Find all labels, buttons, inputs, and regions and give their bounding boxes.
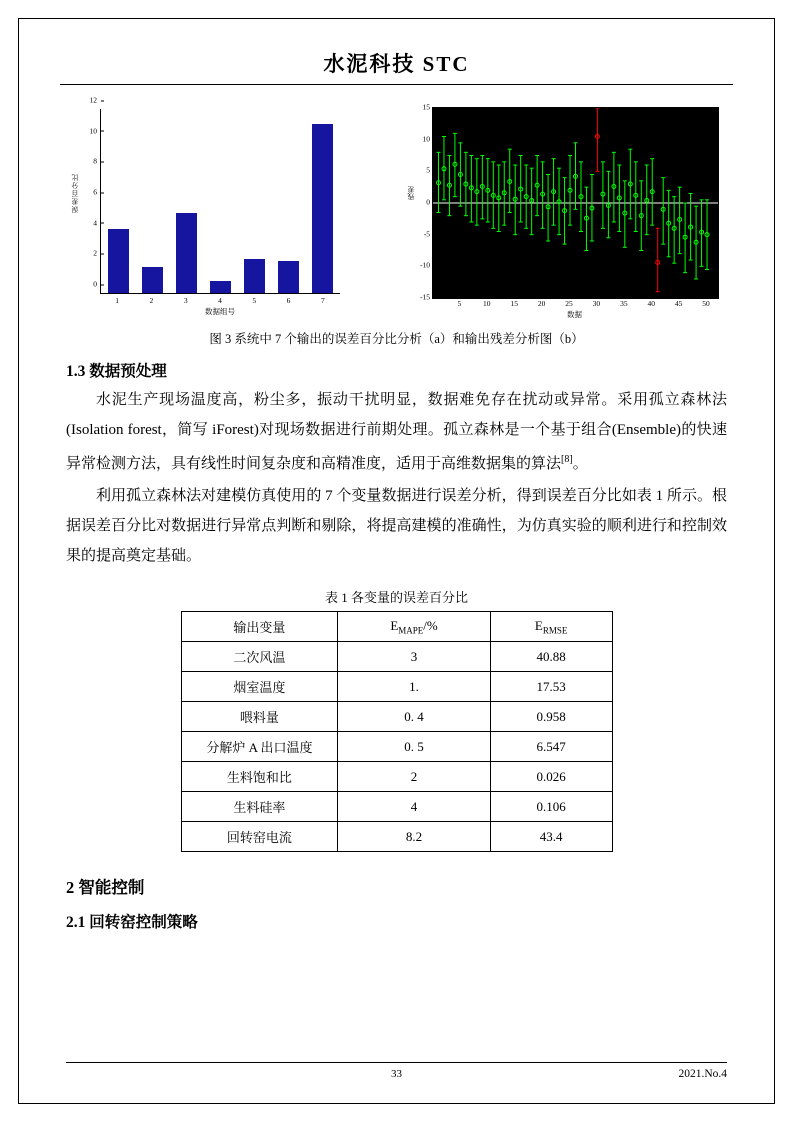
bar-chart-ytick: 6	[93, 188, 101, 197]
bar-chart-bar	[176, 213, 197, 293]
residual-chart-xlabel: 数据	[567, 310, 582, 319]
table-cell-mape: 1.	[338, 672, 490, 702]
table-header-mape-base: E	[390, 617, 399, 633]
bar-chart-bar	[312, 124, 333, 293]
bar-chart-bar-wrap	[101, 109, 135, 293]
table-cell-mape: 0. 5	[338, 732, 490, 762]
table-header-rmse-sub: RMSE	[542, 625, 568, 636]
bar-chart-plot	[89, 95, 340, 294]
page-content	[66, 95, 727, 936]
bar-chart-bar	[210, 281, 231, 293]
table-header-mape-sub: MAPE	[398, 625, 424, 636]
bar-chart-xtick: 1	[115, 296, 119, 305]
table-cell-rmse: 17.53	[490, 672, 612, 702]
table-header-mape-unit: /%	[423, 617, 438, 633]
table-row	[181, 822, 612, 852]
citation-ref-8: [8]	[561, 454, 573, 465]
bar-chart-ytick: 0	[93, 280, 101, 289]
table-row	[181, 642, 612, 672]
table-cell-name: 分解炉 A 出口温度	[181, 732, 338, 762]
table-header-rmse	[490, 612, 612, 642]
residual-chart-xtick: 45	[674, 299, 683, 308]
section-heading-2-1: 2.1 回转窑控制策略	[66, 914, 198, 931]
bar-chart-bars	[101, 109, 340, 293]
bar-chart-ytick: 10	[90, 126, 102, 135]
residual-chart-svg	[433, 108, 718, 298]
table-caption: 表 1 各变量的误差百分比	[324, 590, 468, 605]
table-cell-rmse: 43.4	[490, 822, 612, 852]
paragraph-preprocessing	[66, 385, 727, 479]
table-cell-mape: 2	[338, 762, 490, 792]
residual-chart-xtick: 35	[620, 299, 628, 308]
residual-chart-ytick: 0	[426, 197, 430, 207]
figure-b-residual-analysis	[402, 101, 727, 323]
residual-chart-ytick: 15	[422, 102, 430, 112]
residual-chart-xticks	[432, 299, 717, 309]
bar-chart-xtick: 2	[149, 296, 154, 305]
footer-divider	[66, 1062, 727, 1063]
footer-page-number: 33	[391, 1068, 402, 1080]
table-cell-mape: 0. 4	[338, 702, 490, 732]
table-row	[181, 672, 612, 702]
table-cell-name: 生料硅率	[181, 792, 338, 822]
residual-chart-ytick: -5	[423, 229, 430, 239]
table-cell-rmse: 6.547	[490, 732, 612, 762]
residual-chart-xtick: 20	[537, 299, 546, 308]
bar-chart-xtick: 3	[183, 296, 188, 305]
bar-chart-bar-wrap	[272, 109, 306, 293]
table-cell-name: 烟室温度	[181, 672, 338, 702]
residual-chart-ytick: -10	[420, 260, 430, 270]
residual-chart-xtick: 10	[483, 299, 491, 308]
residual-chart-xtick: 50	[702, 299, 710, 308]
table-cell-mape: 8.2	[338, 822, 490, 852]
journal-title: 水泥科技 STC	[323, 52, 470, 76]
residual-chart-ytick: -15	[420, 292, 430, 302]
table-row	[181, 702, 612, 732]
bar-chart-bar-wrap	[135, 109, 169, 293]
page-footer	[66, 1062, 727, 1084]
bar-chart-bar	[108, 229, 129, 293]
residual-chart-ytick: 10	[422, 134, 430, 144]
residual-chart	[402, 101, 727, 323]
residual-chart-xtick: 5	[457, 299, 462, 308]
bar-chart-bar-wrap	[306, 109, 340, 293]
residual-chart-ytick: 5	[426, 165, 430, 175]
bar-chart-bar	[244, 259, 265, 293]
bar-chart-xtick: 6	[286, 296, 291, 305]
table-cell-rmse: 0.958	[490, 702, 612, 732]
bar-chart-xtick: 4	[218, 296, 222, 305]
table-cell-rmse: 40.88	[490, 642, 612, 672]
paragraph-error-analysis: 利用孤立森林法对建模仿真使用的 7 个变量数据进行误差分析，得到误差百分比如表 1 所示。根据误差百分比对数据进行异常点判断和剔除，将提高建模的准确性，为仿真实验的顺利进行和控制效果的提高奠定基础。	[66, 488, 727, 564]
figure-a-error-percentage	[66, 95, 376, 321]
figure-row	[66, 95, 727, 323]
table-cell-name: 回转窑电流	[181, 822, 338, 852]
residual-chart-xtick: 30	[592, 299, 601, 308]
header-divider	[60, 84, 733, 85]
bar-chart-bar	[142, 267, 163, 293]
table-cell-name: 生料饱和比	[181, 762, 338, 792]
bar-chart-ytick: 4	[93, 218, 101, 227]
bar-chart-bar-wrap	[169, 109, 203, 293]
table-cell-name: 二次风温	[181, 642, 338, 672]
bar-chart-ylabel: 误差百分比	[71, 173, 79, 213]
bar-chart-xlabel: 数据组号	[205, 307, 235, 316]
bar-chart-bar	[278, 261, 299, 293]
error-percentage-table	[181, 611, 613, 852]
footer-row	[66, 1068, 727, 1084]
table-header-mape	[338, 612, 490, 642]
table-row	[181, 732, 612, 762]
residual-chart-xtick: 40	[647, 299, 655, 308]
table-cell-rmse: 0.026	[490, 762, 612, 792]
table-header-variable: 输出变量	[181, 612, 338, 642]
table-cell-mape: 3	[338, 642, 490, 672]
figure-caption: 图 3 系统中 7 个输出的误差百分比分析（a）和输出残差分析图（b）	[209, 332, 584, 346]
bar-chart-xticks	[100, 296, 340, 305]
table-row	[181, 792, 612, 822]
paragraph-preprocessing-text: 水泥生产现场温度高，粉尘多，振动干扰明显，数据难免存在扰动或异常。采用孤立森林法(Isolation forest，简写 iForest)对现场数据进行前期处理。孤立森林是一个基于组合(Ensemble)的快速异常检测方法，具有线性时间复杂度和高精准度，适用于高维数据集的算法	[66, 392, 727, 472]
bar-chart-ytick: 8	[93, 157, 101, 166]
section-heading-1-3: 1.3 数据预处理	[66, 363, 167, 380]
bar-chart-ytick: 12	[90, 96, 102, 105]
table-row	[181, 762, 612, 792]
bar-chart-bar-wrap	[238, 109, 272, 293]
bar-chart-xtick: 5	[252, 296, 257, 305]
table-header-rmse-base: E	[534, 617, 543, 633]
residual-chart-xtick: 25	[565, 299, 573, 308]
residual-chart-xtick: 15	[510, 299, 518, 308]
table-header-row	[181, 612, 612, 642]
bar-chart-ytick: 2	[93, 249, 101, 258]
section-heading-2: 2 智能控制	[66, 878, 145, 897]
table-cell-rmse: 0.106	[490, 792, 612, 822]
paragraph-preprocessing-tail: 。	[572, 456, 588, 472]
table-body	[181, 642, 612, 852]
footer-issue: 2021.No.4	[678, 1068, 727, 1080]
table-cell-mape: 4	[338, 792, 490, 822]
residual-chart-plot	[432, 107, 719, 299]
bar-chart	[66, 95, 376, 321]
residual-chart-ylabel: 残差	[407, 186, 415, 200]
bar-chart-xtick: 7	[320, 296, 325, 305]
page-header	[60, 48, 733, 85]
table-cell-name: 喂料量	[181, 702, 338, 732]
bar-chart-bar-wrap	[204, 109, 238, 293]
